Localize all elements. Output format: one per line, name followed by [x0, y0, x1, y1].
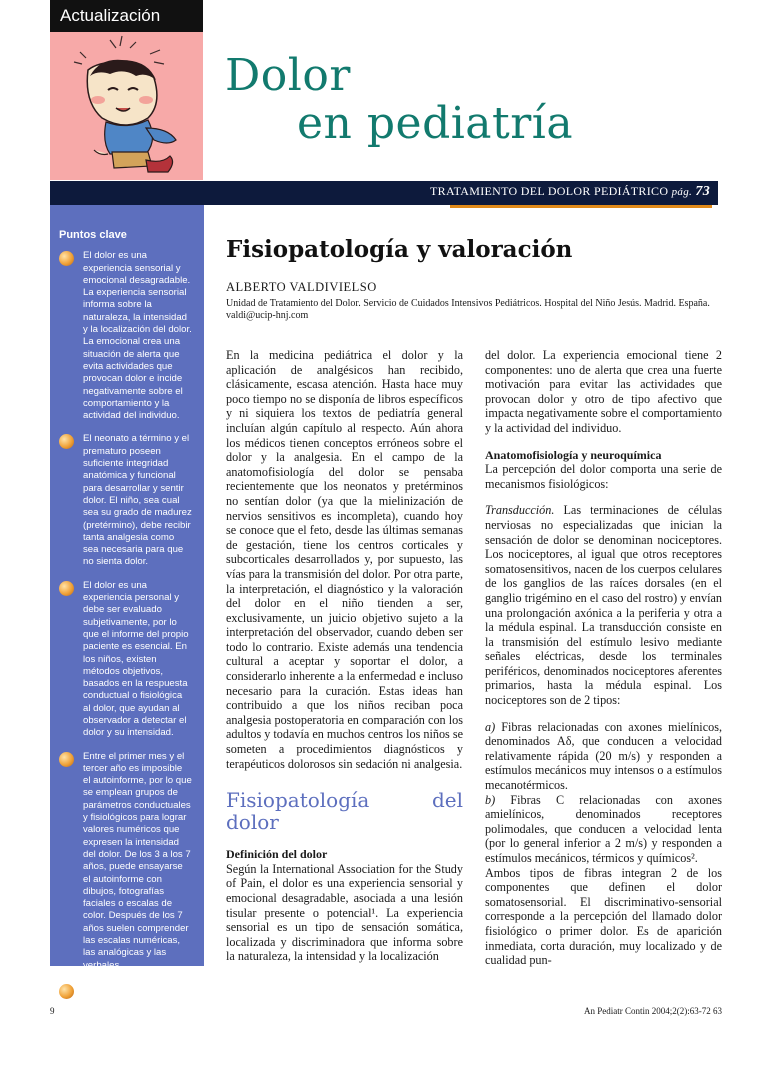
article-title: Fisiopatología y valoración [226, 236, 573, 263]
key-points-sidebar [50, 205, 204, 1080]
type-a-label: a) [485, 719, 496, 734]
orange-bullet-icon [59, 434, 74, 449]
subsection-heading-definition: Definición del dolor [226, 847, 328, 862]
sidebar-title: Puntos clave [59, 229, 127, 241]
footer-page-left: 9 [50, 1006, 55, 1016]
key-point-item [59, 983, 192, 1081]
orange-bullet-icon [59, 752, 74, 767]
author-email: valdi@ucip-hnj.com [226, 310, 309, 321]
anatomy-intro-paragraph: La percepción del dolor comporta una serie de mecanismos fisiológicos: [485, 462, 722, 491]
article-column-1 [226, 348, 463, 964]
cartoon-illustration [50, 32, 203, 180]
fiber-type-b [485, 793, 722, 866]
key-point-text: El dolor es una experiencia personal y debe ser evaluado subjetivamente, por lo que el informe del propio paciente es esencial. En los niños, existen métodos objetivos, basados en la respuesta conductual o fisiológica al dolor, que ayudan al observador a detectar el dolor y su intensidad. [83, 579, 189, 739]
type-b-text: Fibras C relacionadas con axones amielínicos, denominados receptores polimodales, que conducen a velocidad lenta (por lo general inferior a 2 m/s) y responden a estímulos mecánicos, térmicos y químicos². [485, 792, 722, 865]
type-a-text: Fibras relacionadas con axones mielínicos, denominados Aδ, que conducen a velocidad relativamente rápida (20 m/s) y responden a estímulos mecánicos muy intensos o a estímulos mecanotérmicos. [485, 719, 722, 793]
orange-bullet-icon [59, 984, 74, 999]
main-title [225, 52, 573, 148]
key-point-item [59, 250, 192, 422]
type-b-label: b) [485, 792, 496, 807]
orange-rule [450, 205, 712, 208]
section-band [50, 181, 718, 205]
orange-bullet-icon [59, 581, 74, 596]
author-name: ALBERTO VALDIVIELSO [226, 280, 377, 294]
key-point-text: Cuando existe afectación neurológica, no es posible una comunicación verbal adecuada, por lo que se emplean parámetros conductuales y fisiológicos. [83, 982, 191, 1080]
key-point-text: El neonato a término y el prematuro poseen suficiente integridad anatómica y funcional para desarrollar y sentir dolor. El niño, sea cual sea su grado de madurez (pretérmino), debe recibir tanta analgesia como sea necesaria para que no sienta dolor. [83, 433, 192, 568]
article-column-2 [485, 348, 722, 968]
continuation-paragraph: del dolor. La experiencia emocional tiene 2 componentes: uno de alerta que crea una fuerte motivación para evitar las actividades que provocan dolor y otro de tipo afectivo que impacta negativamente sobre el comportamiento y la actividad del individuo. [485, 348, 722, 435]
key-point-item [59, 580, 192, 740]
crying-child-cartoon [50, 32, 203, 180]
section-tag: Actualización [50, 0, 203, 32]
transduction-label: Transducción. [485, 503, 555, 518]
key-point-item [59, 433, 192, 568]
affiliation-text: Unidad de Tratamiento del Dolor. Servicio de Cuidados Intensivos Pediátricos. Hospital del Niño Jesús. Madrid. España. [226, 298, 710, 309]
subsection-heading-anatomy: Anatomofisiología y neuroquímica [485, 447, 662, 462]
fiber-type-a [485, 720, 722, 793]
band-page-number: 73 [695, 184, 710, 199]
band-section-title: TRATAMIENTO DEL DOLOR PEDIÁTRICO [430, 184, 669, 198]
transduction-paragraph [485, 503, 722, 707]
orange-bullet-icon [59, 251, 74, 266]
footer-citation: An Pediatr Contin 2004;2(2):63-72 63 [584, 1006, 722, 1016]
definition-paragraph: Según la International Association for the Study of Pain, el dolor es una experiencia sensorial y emocional desagradable, asociada a una lesión tisular presente o potencial¹. La experiencia sensorial es un tipo de sensación somática, localizada y discriminadora que informa sobre la naturaleza, la intensidad y la localización [226, 861, 463, 964]
intro-paragraph: En la medicina pediátrica el dolor y la aplicación de analgésicos han recibido, clásicamente, escasa atención. Hasta hace muy poco tiempo no se disponía de libros específicos y ni siquiera los textos de pediatría general incluían algún capítulo al respecto. Aún ahora los médicos tienen conceptos erróneos sobre el dolor y la analgesia. En el campo de la anatomofisiología del dolor se pensaba recientemente que los neonatos y pretérminos no sentían dolor (ya que la mielinización de nervios sensitivos es incompleta), cuando hoy se conoce que el feto, desde las últimas semanas de gestación, tiene los centros corticales y subcorticales desarrollados y, por supuesto, las vías para la transmisión del dolor. Por otra parte, la interpretación, el diagnóstico y la valoración del dolor en el niño tienden a ser, exclusivamente, un juicio objetivo sujeto a la interpretación del observador, cuando deben ser todo lo contrario. Existe además una tendencia cultural a aceptar y soportar el dolor, a considerarlo inherente a la enfermedad e incluso necesario para la curación. Estas ideas han contribuido a que los niños reciban poca analgesia postoperatoria en comparación con los adultos y todavía en muchos centros los niños se someten a procedimientos diagnósticos y terapéuticos dolorosos sin sedación ni analgesia. [226, 348, 463, 771]
closing-paragraph: Ambos tipos de fibras integran 2 de los componentes que definen el dolor somatosensorial. El discriminativo-sensorial corresponde a la percepción del llamado dolor fisiológico o primer dolor. Es de aparición inmediata, corta duración, muy localizado y de cualidad pun- [485, 865, 722, 968]
main-title-line-1: Dolor [225, 50, 351, 101]
band-page-prefix: pág. [671, 186, 693, 198]
key-point-text: El dolor es una experiencia sensorial y emocional desagradable. La experiencia sensorial informa sobre la naturaleza, la intensidad y la localización del dolor. La emocional crea una situación de alerta que evita actividades que provocan dolor e incide negativamente sobre el comportamiento y la actividad del individuo. [83, 250, 192, 422]
section-heading: Fisiopatología del dolor [226, 788, 463, 835]
author-affiliation [226, 298, 726, 322]
band-label [430, 184, 710, 200]
main-title-line-2: en pediatría [297, 98, 574, 149]
key-point-item [59, 751, 192, 972]
key-point-text: Entre el primer mes y el tercer año es imposible el autoinforme, por lo que se emplean grupos de parámetros conductuales y fisiológicos para lograr valores numéricos que expresen la intensidad del dolor. De los 3 a los 7 años, puede ensayarse el autoinforme con dibujos, fotografías faciales o escalas de color. Después de los 7 años suelen comprender las escalas numéricas, las analógicas y las verbales. [83, 750, 192, 971]
transduction-text: Las terminaciones de células nerviosas no especializadas que inician la sensación de dolor se denominan nociceptores. Los nociceptores, al igual que otros receptores somatosensitivos, nacen de los cuerpos celulares de los ganglios de las raíces dorsales (en el ganglio trigémino en el caso del rostro) y envían una prolongación axónica a la periferia y otra a la médula espinal. La transducción consiste en la transmisión del estímulo lesivo mediante señales eléctricas, desde los terminales periféricos, denominados nociceptores aferentes primarios, hasta la médula espinal. Los nociceptores son de 2 tipos: [485, 503, 722, 708]
